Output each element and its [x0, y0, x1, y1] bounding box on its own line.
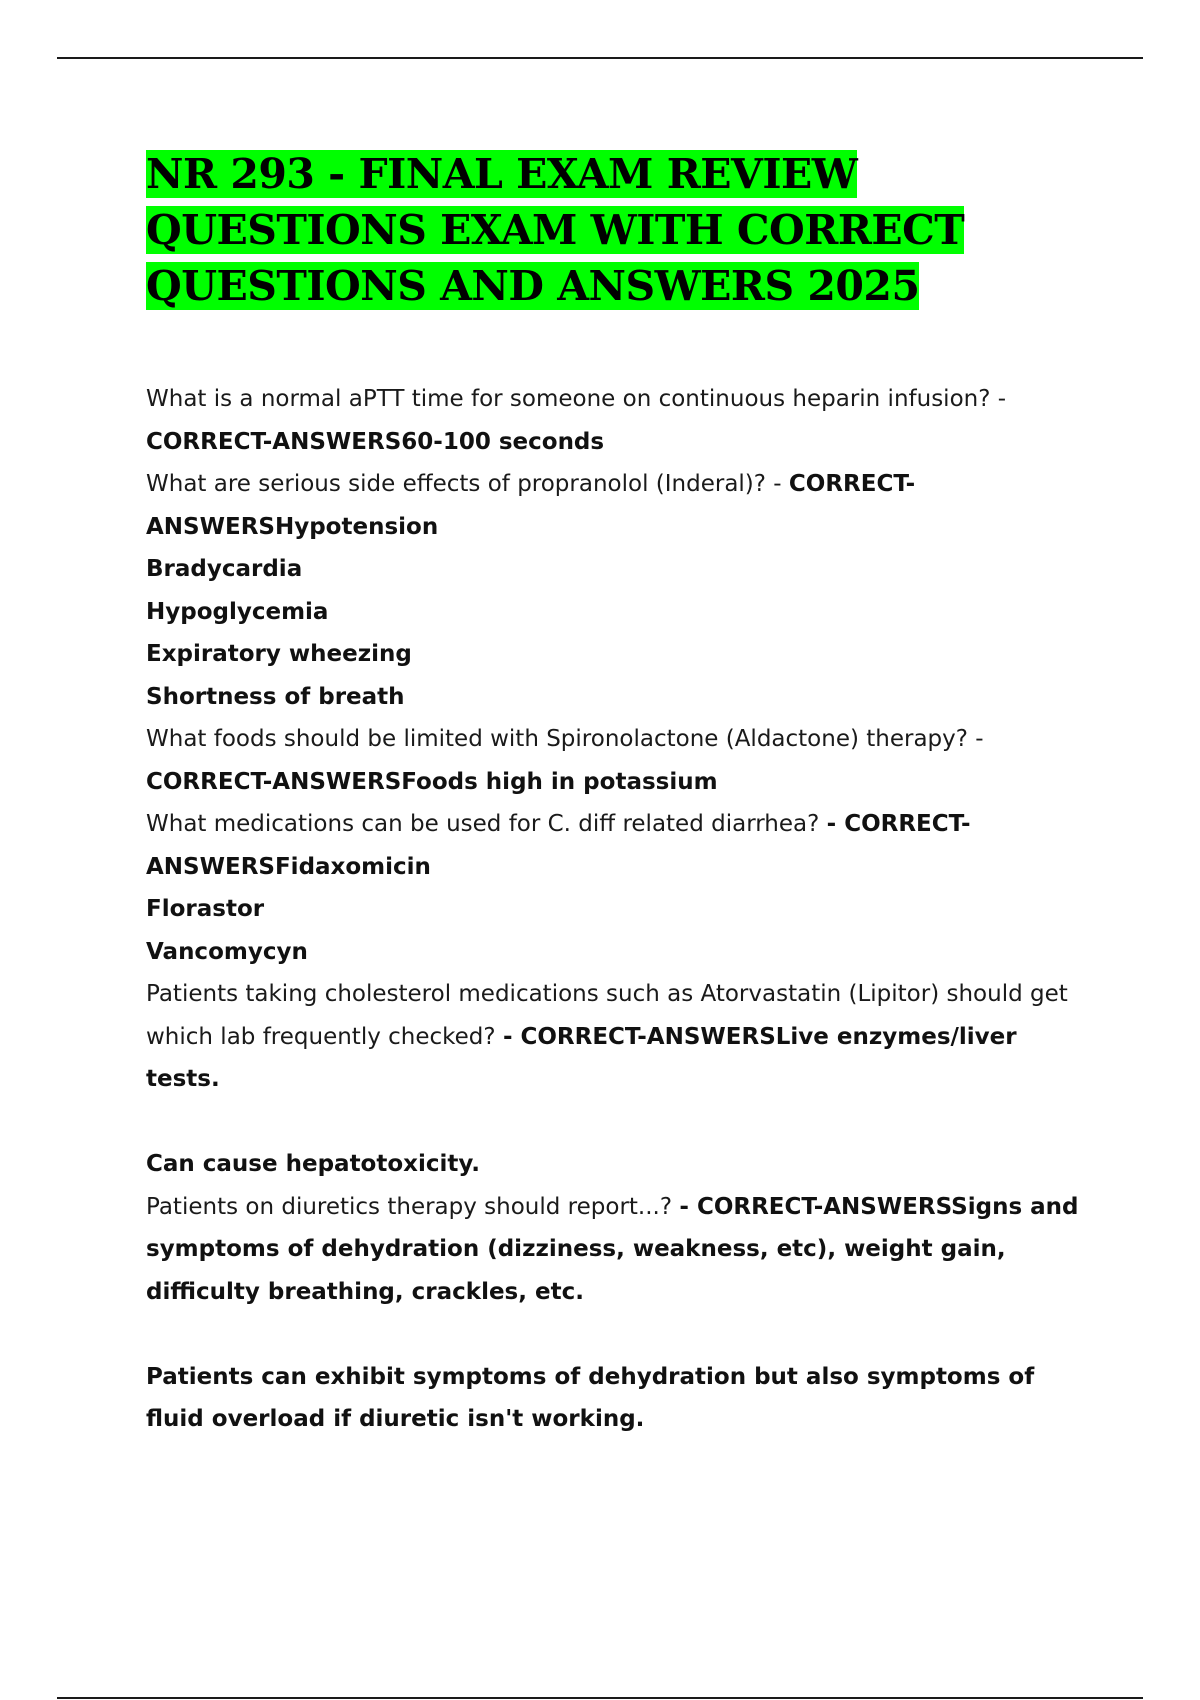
question-text: What medications can be used for C. diff related diarrhea?: [146, 811, 820, 837]
qa-item-2: [146, 463, 1096, 548]
qa-item-1: [146, 378, 1096, 463]
question-text: What is a normal aPTT time for someone on continuous heparin infusion? -: [146, 386, 1007, 412]
question-text: Patients taking cholesterol medications such as Atorvastatin (Lipitor) should get which lab frequently checked?: [146, 981, 1068, 1050]
qa-item-3: [146, 718, 1096, 803]
blank-line: [146, 1313, 1096, 1356]
answer-line: Patients can exhibit symptoms of dehydration but also symptoms of fluid overload if diuretic isn't working.: [146, 1363, 1035, 1432]
answer-text: CORRECT-ANSWERSFoods high in potassium: [146, 768, 718, 795]
qa-item-4: [146, 803, 1096, 888]
answer-text: - CORRECT-ANSWERSLive enzymes/liver tests.: [146, 1023, 1017, 1092]
qa-item-5: [146, 973, 1096, 1101]
question-text: What foods should be limited with Spironolactone (Aldactone) therapy? -: [146, 726, 984, 752]
answer-line: Vancomycyn: [146, 938, 308, 965]
qa-content: [146, 378, 1096, 1441]
question-text: Patients on diuretics therapy should report...?: [146, 1193, 673, 1220]
answer-line: Can cause hepatotoxicity.: [146, 1151, 481, 1177]
qa-item-6: [146, 1186, 1096, 1314]
top-rule: [57, 57, 1143, 59]
answer-line: Shortness of breath: [146, 683, 405, 710]
blank-line: [146, 1101, 1096, 1144]
answer-text: CORRECT-ANSWERSHypotension: [146, 471, 916, 540]
title-highlight: NR 293 - FINAL EXAM REVIEW QUESTIONS EXAM WITH CORRECT QUESTIONS AND ANSWERS 2025: [146, 150, 965, 310]
answer-text: - CORRECT-ANSWERSSigns and symptoms of dehydration (dizziness, weakness, etc), weight gain, difficulty breathing, crackles, etc.: [146, 1193, 1079, 1305]
answer-text: CORRECT-ANSWERS60-100 seconds: [146, 428, 605, 455]
answer-line: Hypoglycemia: [146, 598, 329, 625]
answer-line: Florastor: [146, 896, 265, 922]
bottom-rule: [57, 1697, 1143, 1699]
document-title: [146, 146, 1086, 314]
answer-text: - CORRECT-ANSWERSFidaxomicin: [146, 811, 971, 880]
answer-line: Expiratory wheezing: [146, 641, 412, 667]
answer-line: Bradycardia: [146, 556, 303, 582]
question-text: What are serious side effects of propranolol (Inderal)? -: [146, 471, 782, 497]
